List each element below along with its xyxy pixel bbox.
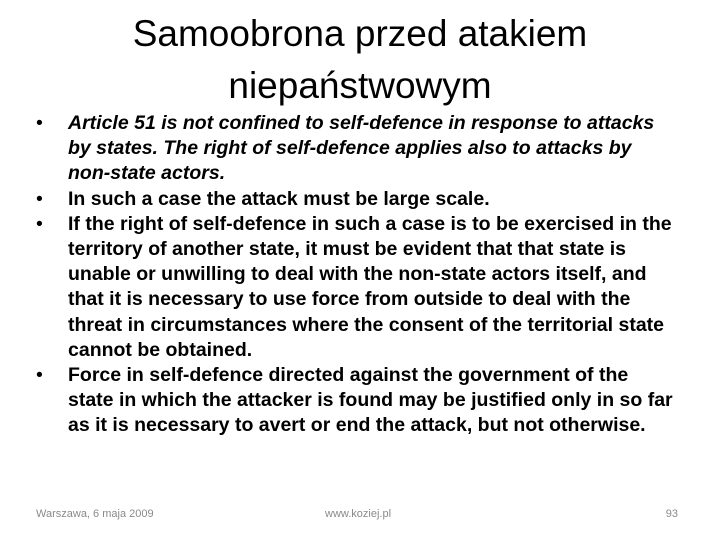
bullet-item-large-scale (36, 187, 676, 212)
bullet-item-article-51 (36, 111, 676, 187)
bullet-icon: • (36, 212, 43, 235)
bullet-list (36, 111, 676, 439)
bullet-icon: • (36, 187, 43, 210)
bullet-icon: • (36, 112, 43, 134)
bullet-text: If the right of self-defence in such a case is to be exercised in the territory of another state, it must be evident that that state is unable or unwilling to deal with the non-state actors itself, and that it is necessary to use force from outside to deal with the threat in circumstances where the consent of the territorial state cannot be obtained. (68, 212, 672, 361)
footer-website: www.koziej.pl (325, 508, 392, 520)
bullet-icon: • (36, 364, 43, 387)
slide-title (60, 8, 660, 112)
bullet-text: Force in self-defence directed against the government of the state in which the attacker is found may be justified only in so far as it is necessary to avert or end the attack, but not otherwise. (68, 364, 673, 437)
bullet-text: In such a case the attack must be large scale. (68, 187, 490, 210)
bullet-text: Article 51 is not confined to self-defence in response to attacks by states. The right of self-defence applies also to attacks by non-state actors. (68, 112, 655, 185)
bullet-item-force-government (36, 363, 676, 439)
footer-page-number: 93 (665, 508, 678, 520)
slide-title-line-2: niepaństwowym (228, 65, 492, 106)
bullet-item-territory (36, 212, 676, 363)
slide-title-line-1: Samoobrona przed atakiem (132, 13, 588, 54)
footer-date: Warszawa, 6 maja 2009 (36, 508, 154, 520)
